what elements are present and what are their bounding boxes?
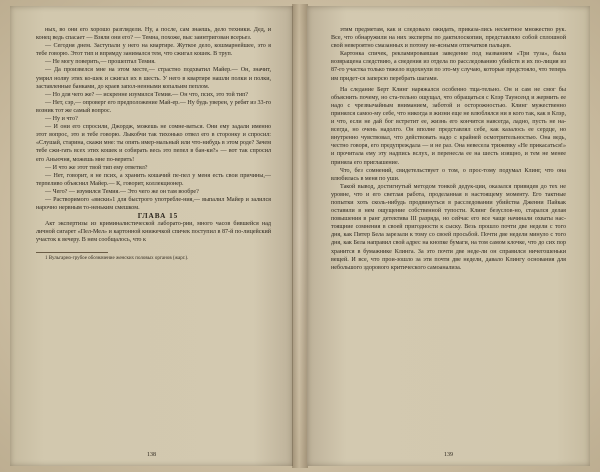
right-page-text-column <box>331 26 566 440</box>
paragraph: — И они его спросили, Джордж, можешь не сомне-ваться. Они ему задали именно этот вопрос, это и тебе говорю. Лыкобчи так тихонько отвел его в сторонку и спросил: «Слушай, старина, скажи мне: ты опять имер-мальный или что-нибудь в этом роде? Зачем тебе сжи-гать всех этих кошек и собирать весь это пепел в бан-ки?» — вот так спросил его Аньючня, можешь мне по-верить! <box>36 124 271 163</box>
paragraph: — Не могу поверить,— прошептал Темия. <box>45 59 156 66</box>
paragraph: этим предметам, как и следовало ожидать, приказа-лись несметное множество рук. Все, что обнаружили на них эксперты по дактилоскопии, представляло собой сплошной свой невероятно смазанных и потому не-ясными отпечатков пальцев. <box>331 27 566 50</box>
paragraph: Что, без сомнений, свидетельствует о том, о прос-тому подумал Клинг, что она влюбилась в меня по уши. <box>331 167 566 182</box>
book-gutter <box>292 4 308 468</box>
left-page <box>10 6 293 466</box>
paragraph: — Сегодня днем. Заступали у него на квартире. Жуткое дело, кошмарнейшее, это я тебе говорю. Этот тип и впрямду занимался тем, что сжигал кошек. В труп. <box>36 43 271 58</box>
paragraph: — И что же этот твой тип ему ответил? <box>45 164 148 171</box>
paragraph: — Растворимого «виски»1 для быстрого употребле-ния,— выпалил Майер и залился нарочно нервным то-неньким смешком. <box>36 196 271 212</box>
left-page-text-column <box>36 26 271 440</box>
paragraph: — Но для чего же? — искренне изумился Темия.— Он что, псих, это той тип? <box>45 91 249 98</box>
paragraph: Такой вывод, достигнутый методом тонкой дедук-ции, оказался привидев до тех не уровне, что и его светлая работа, проделанная в настоящему моменту. Его тактные попытки хоть сколь-нибудь продвинуться в расследовании убийства Дженни Пайкак оставили в нем ощущение собственной тупости. Клинг безуслов-но, старался делая повышения в ранг детектива III разряда, но сейчас его все чаще начинали охваты нас-тоящние сомнения в своей пригодности к сыску. Везь прошло почти две недели с того дня, как Питер Бела зарезали к тому со своей просьбой. Почти две недели минуло с того дня, как Бела направил свой адрес на кнопке бумаги, на том самом клочке, что до сих пор хранится в бумажнике Клинга. За это почти две неде-ли он справился ничегошеньки вещей. И все, что прои-зошло за эти почти две недели, давало Клингу основания для небольшого здорового критического самоанализа. <box>331 183 566 271</box>
paragraph: — Нет, сэр,— опроверг его предположение Май-ер.— Ну будь уверен, у ребят из 33-го возник тот же самый вопрос. <box>36 99 271 114</box>
page-number-right: 139 <box>444 452 453 458</box>
chapter-heading: ГЛАВА 15 <box>137 212 179 221</box>
paragraph: — Да произвелся мне на этом месте,— страстно подхватил Майер.— Он, значит, умрил нолву этих ко-шек и сжигал их в шесть. У него в квартире нашли полки и полки, заставленные банками, до краев запол-ненными копальим пеплом. <box>36 67 271 90</box>
paragraph: ных, во они его хорошо разглядели. Ну, а после, сам знаешь, дело техники. Дед, и конец ведь спасает — Взяли они его? — Темна, похоже, выс заинтригован всерьез. <box>36 27 271 42</box>
footnote-divider <box>36 252 108 253</box>
paragraph: Картонка спичек, рекламировавшая заведение под названием «Три туза», была возвращена следствию, а сведения из отдела по расследованию убийств и их по-лиция из 87-го участка только тяжело вздохнули по это-му случаю, которые предстояло, что теперь им придет-ся заперсю перебрать шагами. <box>331 51 566 82</box>
paragraph: — Нет, говорит, я не псих, а хранить кошачий пе-пел у меня есть свои причины,— терпеливо объяснил Майер.— К, говорит, коллекционер. <box>36 172 271 187</box>
right-page <box>307 6 590 466</box>
paragraph: Акт экспертизы из криминалистической лаборато-рии, много часов бившейся над личной сигарет «Пел-Мел» и картонной книжечкой спичек поступил в 87-й по-лицейский участок к вечеру. В нем сообщалось, что к <box>36 221 271 244</box>
paragraph: — Ну и что? <box>45 116 78 123</box>
paragraph: — Чего? — изумился Темия.— Это чего же он там вообре? <box>45 188 199 195</box>
page-number-left: 138 <box>147 452 156 458</box>
paragraph: На следание Берт Клинг наряжался особенно тща-тельно. Он и сам не смог бы объяснить почему, но ста-тельно ощущал, что обращаться с Клэр Таунсенд и жермить ее надо с чрезвычайным вниманием, заботой и осторожностью. Клинг мужественно принялся самоо-му себе, что никогда в жизни еще не влюблялся ни в кого так, как в Клэр, и что, если не дай бог встретит ее, жизнь его кончится навсегда, ладно, пусть не на-всегда, но очень надолго. Он вполне представлял себе, как казалось ее сердце, но внутренно чувствовал, что действовать надо с крайней осмотрительностью. Она ведь, честно говоря, его предупреждала — и не раз. Она невесела трижевку «Не прикасаться!» и прочитала ему эту надпись вслух, и перенесла ее на шесть изящно, и тем не менее приняла его приглашение. <box>331 86 566 166</box>
footnote: 1 Вульгарно-грубое обозначение женских половых органов (жарг.). <box>45 255 189 261</box>
